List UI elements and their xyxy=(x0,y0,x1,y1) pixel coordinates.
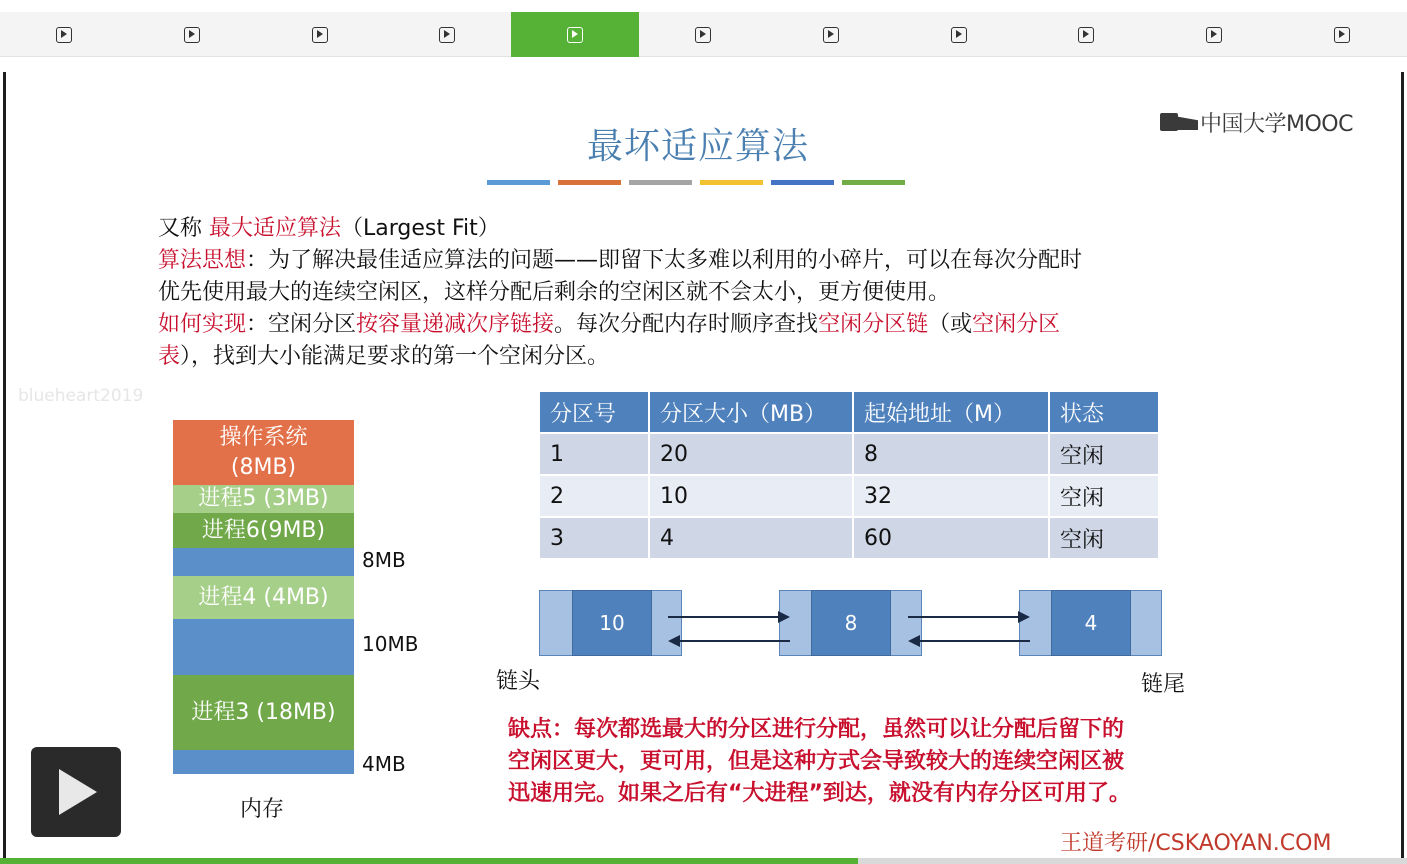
text-highlight: 空闲分区 xyxy=(972,312,1061,337)
table-cell: 1 xyxy=(540,432,650,474)
free-partition-table xyxy=(540,392,1160,558)
idea-line-2 xyxy=(158,277,950,309)
footer-brand: 王道考研/CSKAOYAN.COM xyxy=(1060,831,1332,856)
mooc-logo-text: 中国大学MOOC xyxy=(1200,111,1353,137)
slide-tab-strip xyxy=(0,12,1407,57)
play-square-icon xyxy=(1078,27,1094,43)
free-size-label: 8MB xyxy=(362,548,406,572)
slide-tab[interactable] xyxy=(511,12,639,57)
text-plain: 又称 xyxy=(158,216,209,241)
memory-block-process4: 进程4 (4MB) xyxy=(173,576,354,619)
play-square-icon xyxy=(567,27,583,43)
next-pointer-arrow xyxy=(668,616,788,618)
memory-block-os: 操作系统 (8MB) xyxy=(173,420,354,485)
memory-block-free-4mb xyxy=(173,750,354,774)
text-plain: 优先使用最大的连续空闲区，这样分配后剩余的空闲区就不会太小，更方便使用。 xyxy=(158,280,951,305)
impl-line-2 xyxy=(158,341,609,373)
watermark: blueheart2019 xyxy=(18,386,144,406)
list-tail-label: 链尾 xyxy=(1141,672,1186,697)
mooc-logo-icon xyxy=(1160,110,1200,134)
text-plain: ：为了解决最佳适应算法的问题——即留下太多难以利用的小碎片，可以在每次分配时 xyxy=(246,248,1083,273)
table-cell: 8 xyxy=(854,432,1050,474)
slide-tab[interactable] xyxy=(1150,12,1278,57)
slide-tab[interactable] xyxy=(1022,12,1150,57)
text-highlight: 算法思想 xyxy=(158,248,247,273)
mooc-logo xyxy=(1160,106,1353,138)
idea-line-1 xyxy=(158,245,1082,277)
slide-tab[interactable] xyxy=(895,12,1023,57)
table-row xyxy=(540,432,1160,474)
table-header: 分区号 xyxy=(540,392,650,432)
list-node: 4 xyxy=(1051,590,1131,656)
table-cell: 32 xyxy=(854,474,1050,516)
next-pointer-arrow xyxy=(908,616,1028,618)
table-cell: 4 xyxy=(650,516,854,558)
slide-tab[interactable] xyxy=(383,12,511,57)
topbar xyxy=(0,0,1407,72)
table-cell: 空闲 xyxy=(1050,432,1160,474)
table-row xyxy=(540,474,1160,516)
title-bar-segment xyxy=(771,180,834,185)
free-size-label: 4MB xyxy=(362,752,406,776)
table-cell: 10 xyxy=(650,474,854,516)
table-header-row xyxy=(540,392,1160,432)
progress-fill xyxy=(0,858,858,864)
free-size-label: 10MB xyxy=(362,632,419,656)
slide-tab[interactable] xyxy=(256,12,384,57)
title-underline xyxy=(487,180,907,186)
memory-block-process5: 进程5 (3MB) xyxy=(173,485,354,513)
text-highlight: 最大适应算法 xyxy=(209,216,342,241)
memory-block-process6: 进程6(9MB) xyxy=(173,513,354,548)
text-plain: ），找到大小能满足要求的第一个空闲分区。 xyxy=(180,344,610,369)
text-highlight: 空闲分区链 xyxy=(818,312,929,337)
memory-block-process3: 进程3 (18MB) xyxy=(173,675,354,750)
play-square-icon xyxy=(56,27,72,43)
play-square-icon xyxy=(439,27,455,43)
play-square-icon xyxy=(184,27,200,43)
slide-tab[interactable] xyxy=(128,12,256,57)
table-cell: 空闲 xyxy=(1050,516,1160,558)
title-bar-segment xyxy=(700,180,763,185)
table-row xyxy=(540,516,1160,558)
drawback-line: 缺点：每次都选最大的分区进行分配，虽然可以让分配后留下的 xyxy=(508,717,1125,742)
slide-tab[interactable] xyxy=(1278,12,1406,57)
title-bar-segment xyxy=(629,180,692,185)
drawback-line: 迅速用完。如果之后有“大进程”到达，就没有内存分区可用了。 xyxy=(508,781,1131,806)
table-header: 状态 xyxy=(1050,392,1160,432)
prev-pointer-arrow xyxy=(910,640,1030,642)
table-header: 起始地址（M） xyxy=(854,392,1050,432)
play-square-icon xyxy=(312,27,328,43)
table-cell: 2 xyxy=(540,474,650,516)
drawback-line: 空闲区更大，更可用，但是这种方式会导致较大的连续空闲区被 xyxy=(508,749,1125,774)
slide-tab[interactable] xyxy=(767,12,895,57)
text-plain: （Largest Fit） xyxy=(341,216,500,241)
table-cell: 空闲 xyxy=(1050,474,1160,516)
title-bar-segment xyxy=(558,180,621,185)
memory-block-free-10mb xyxy=(173,619,354,675)
text-highlight: 按容量递减次序链接 xyxy=(356,312,555,337)
progress-bar[interactable] xyxy=(0,858,1407,864)
list-node: 10 xyxy=(572,590,652,656)
play-button[interactable] xyxy=(31,747,121,837)
text-plain: 。每次分配内存时顺序查找 xyxy=(554,312,819,337)
table-cell: 20 xyxy=(650,432,854,474)
slide-tab[interactable] xyxy=(639,12,767,57)
impl-line-1 xyxy=(158,309,1060,341)
list-node: 8 xyxy=(811,590,891,656)
play-square-icon xyxy=(695,27,711,43)
play-square-icon xyxy=(823,27,839,43)
title-bar-segment xyxy=(487,180,550,185)
slide-title: 最坏适应算法 xyxy=(587,126,810,167)
text-highlight: 如何实现 xyxy=(158,312,247,337)
intro-line xyxy=(158,213,500,245)
prev-pointer-arrow xyxy=(670,640,790,642)
slide-tab[interactable] xyxy=(0,12,128,57)
text-plain: ：空闲分区 xyxy=(246,312,357,337)
play-square-icon xyxy=(1206,27,1222,43)
table-header: 分区大小（MB） xyxy=(650,392,854,432)
play-square-icon xyxy=(1334,27,1350,43)
text-highlight: 表 xyxy=(158,344,181,369)
memory-caption: 内存 xyxy=(240,797,285,822)
memory-block-free-8mb xyxy=(173,548,354,576)
list-head-label: 链头 xyxy=(496,669,541,694)
drawback-note xyxy=(508,714,1131,810)
table-cell: 3 xyxy=(540,516,650,558)
title-bar-segment xyxy=(842,180,905,185)
text-plain: （或 xyxy=(928,312,973,337)
table-cell: 60 xyxy=(854,516,1050,558)
play-square-icon xyxy=(951,27,967,43)
